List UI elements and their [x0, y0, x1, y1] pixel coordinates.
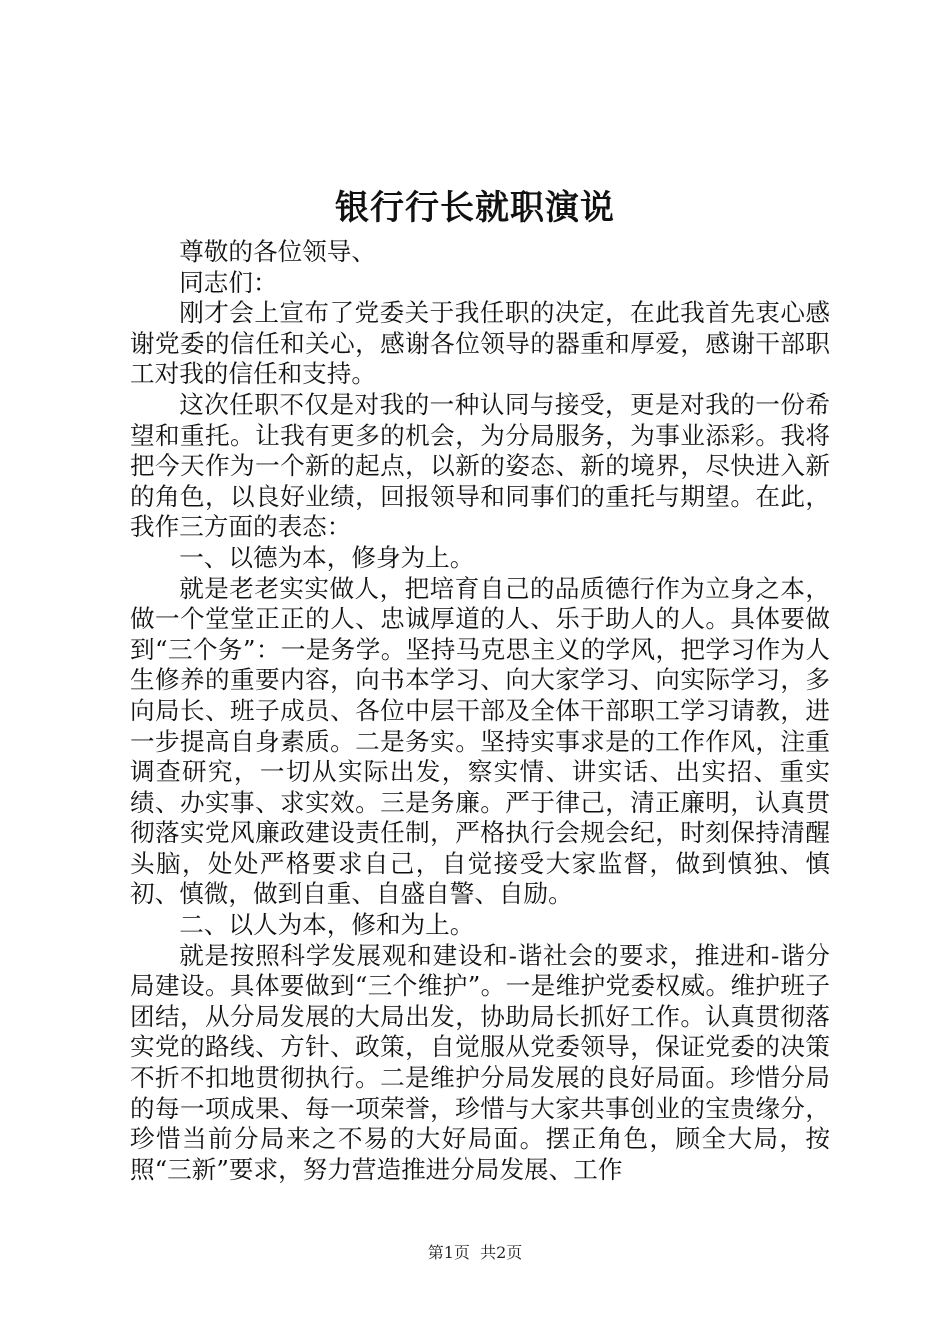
document-body	[130, 237, 830, 1185]
paragraph-salutation-1: 尊敬的各位领导、	[179, 237, 376, 266]
paragraph-commitment: 这次任职不仅是对我的一种认同与接受，更是对我的一份希望和重托。让我有更多的机会，为分局服务，为事业添彩。我将把今天作为一个新的起点，以新的姿态、新的境界，尽快进入新的角色，以良好业绩，回报领导和同事们的重托与期望。在此，我作三方面的表态：	[130, 389, 830, 542]
paragraph-section-1: 就是老老实实做人，把培育自己的品质德行作为立身之本，做一个堂堂正正的人、忠诚厚道的人、乐于助人的人。具体要做到“三个务”：一是务学。坚持马克思主义的学风，把学习作为人生修养的重要内容，向书本学习、向大家学习、向实际学习，多向局长、班子成员、各位中层干部及全体干部职工学习请教，进一步提高自身素质。二是务实。坚持实事求是的工作作风，注重调查研究，一切从实际出发，察实情、讲实话、出实招、重实绩、办实事、求实效。三是务廉。严于律己，清正廉明，认真贯彻落实党风廉政建设责任制，严格执行会规会纪，时刻保持清醒头脑，处处严格要求自己，自觉接受大家监督，做到慎独、慎初、慎微，做到自重、自盛自警、自励。	[130, 573, 830, 909]
document-title: 银行行长就职演说	[335, 188, 615, 228]
section-heading-1: 一、以德为本，修身为上。	[179, 542, 475, 572]
section-heading-2: 二、以人为本，修和为上。	[179, 910, 475, 940]
page-number: 第1页 共2页	[427, 1243, 523, 1262]
paragraph-salutation-2: 同志们：	[179, 267, 278, 297]
paragraph-opening: 刚才会上宣布了党委关于我任职的决定，在此我首先衷心感谢党委的信任和关心，感谢各位领导的器重和厚爱，感谢干部职工对我的信任和支持。	[130, 298, 830, 389]
paragraph-section-2: 就是按照科学发展观和建设和-谐社会的要求，推进和-谐分局建设。具体要做到“三个维护”。一是维护党委权威。维护班子团结，从分局发展的大局出发，协助局长抓好工作。认真贯彻落实党的路线、方针、政策，自觉服从党委领导，保证党委的决策不折不扣地贯彻执行。二是维护分局发展的良好局面。珍惜分局的每一项成果、每一项荣誉，珍惜与大家共事创业的宝贵缘分，珍惜当前分局来之不易的大好局面。摆正角色，顾全大局，按照“三新”要求，努力营造推进分局发展、工作	[130, 940, 830, 1184]
